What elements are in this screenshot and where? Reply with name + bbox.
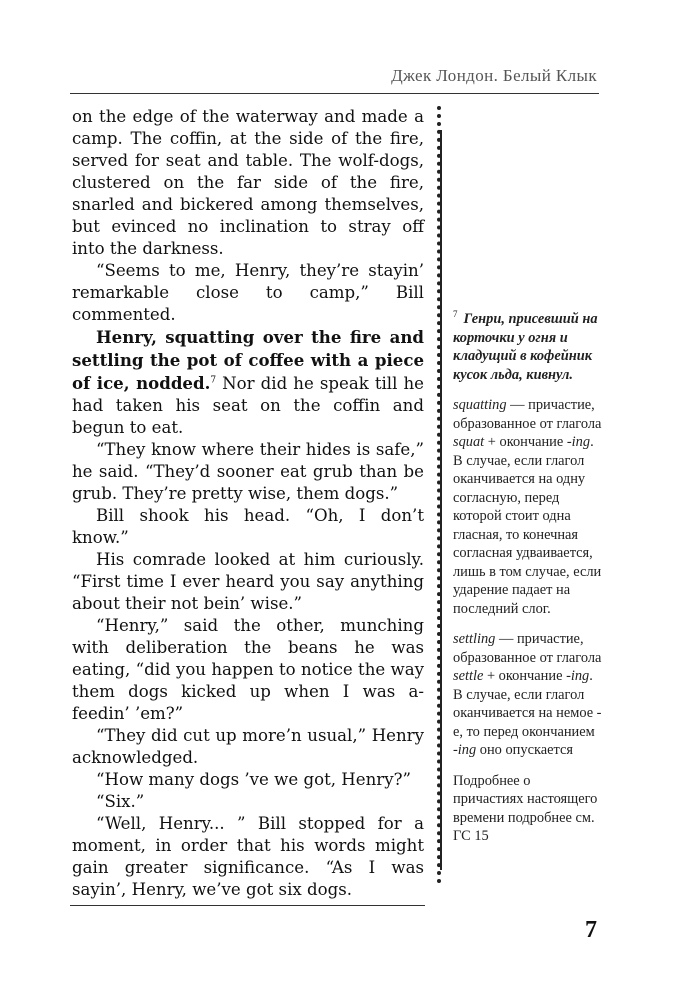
grammar-note <box>453 630 603 760</box>
paragraph <box>72 813 424 901</box>
footnote-number: 7 <box>453 309 458 320</box>
ending: -ing <box>453 742 477 758</box>
note-text: . В случае, если глагол оканчивается на немое -e, то перед окончанием <box>453 668 602 740</box>
main-text <box>72 106 424 901</box>
paragraph <box>72 791 424 813</box>
text-run: “They did cut up more’n usual,” Henry acknowledged. <box>72 726 424 767</box>
margin-rule <box>440 130 442 870</box>
text-run: “Well, Henry... ” Bill stopped for a moment, in order that his words might gain greater significance. “As I was sayin’, Henry, we’ve got six dogs. <box>72 814 424 899</box>
note-text: оно опускается <box>476 742 573 758</box>
grammar-note <box>453 396 603 618</box>
header-rule <box>70 93 599 94</box>
text-run: on the edge of the waterway and made a camp. The coffin, at the side of the fire, served for seat and table. The wolf-dogs, clustered on the far side of the fire, snarled and bickered among themselves, but evinced no inclination to stray off into the darkness. <box>72 107 424 258</box>
text-run: Bill shook his head. “Oh, I don’t know.” <box>72 506 424 547</box>
reference-note: Подробнее о причастиях настоящего времени подробнее см. ГС 15 <box>453 772 598 844</box>
footnote-translation <box>453 310 603 384</box>
page-number: 7 <box>585 917 597 943</box>
paragraph <box>72 326 424 439</box>
text-run: “They know where their hides is safe,” he said. “They’d sooner eat grub than be grub. They’re pretty wise, them dogs.” <box>72 440 424 503</box>
paragraph <box>72 439 424 505</box>
ending: -ing <box>566 668 590 684</box>
paragraph <box>72 615 424 725</box>
note-text: + окончание <box>483 668 567 684</box>
text-run: Henry, squatting over the fire and settling the pot of coffee with a piece of ice, nodded. <box>72 327 424 393</box>
running-header: Джек Лондон. Белый Клык <box>391 66 597 85</box>
paragraph <box>72 769 424 791</box>
text-run: His comrade looked at him curiously. “First time I ever heard you say anything about their not bein’ wise.” <box>72 550 424 613</box>
paragraph <box>72 106 424 260</box>
ending: -ing <box>566 434 591 450</box>
footer-rule <box>70 905 425 906</box>
verb: squat <box>453 434 485 450</box>
paragraph <box>72 549 424 615</box>
note-text: — причастие, образованное от глагола <box>453 631 602 666</box>
term: settling <box>453 631 496 647</box>
term: squatting <box>453 397 507 413</box>
footnote-text: Генри, присевший на корточки у огня и кладущий в кофейник кусок льда, кивнул. <box>453 311 598 383</box>
note-text: + окончание <box>484 434 567 450</box>
text-run: “Seems to me, Henry, they’re stayin’ remarkable close to camp,” Bill commented. <box>72 261 424 324</box>
note-text: — причастие, образованное от глагола <box>453 397 602 432</box>
note-text: . В случае, если глагол оканчивается на одну согласную, перед которой стоит одна гласная, то конечная согласная удваивается, лишь в том случае, если ударение падает на последний слог. <box>453 434 602 617</box>
text-run: “How many dogs ’ve we got, Henry?” <box>96 770 411 789</box>
text-run: Nor did he speak till he had taken his seat on the coffin and begun to eat. <box>72 374 424 437</box>
text-run: “Six.” <box>96 792 145 811</box>
sidebar-notes <box>453 310 603 858</box>
paragraph <box>72 260 424 326</box>
paragraph <box>72 505 424 549</box>
footnote-marker: 7 <box>210 375 217 386</box>
verb: settle <box>453 668 484 684</box>
paragraph <box>72 725 424 769</box>
text-run: “Henry,” said the other, munching with deliberation the beans he was eating, “did you happen to notice the way them dogs kicked up when I was a-feedin’ ’em?” <box>72 616 424 723</box>
